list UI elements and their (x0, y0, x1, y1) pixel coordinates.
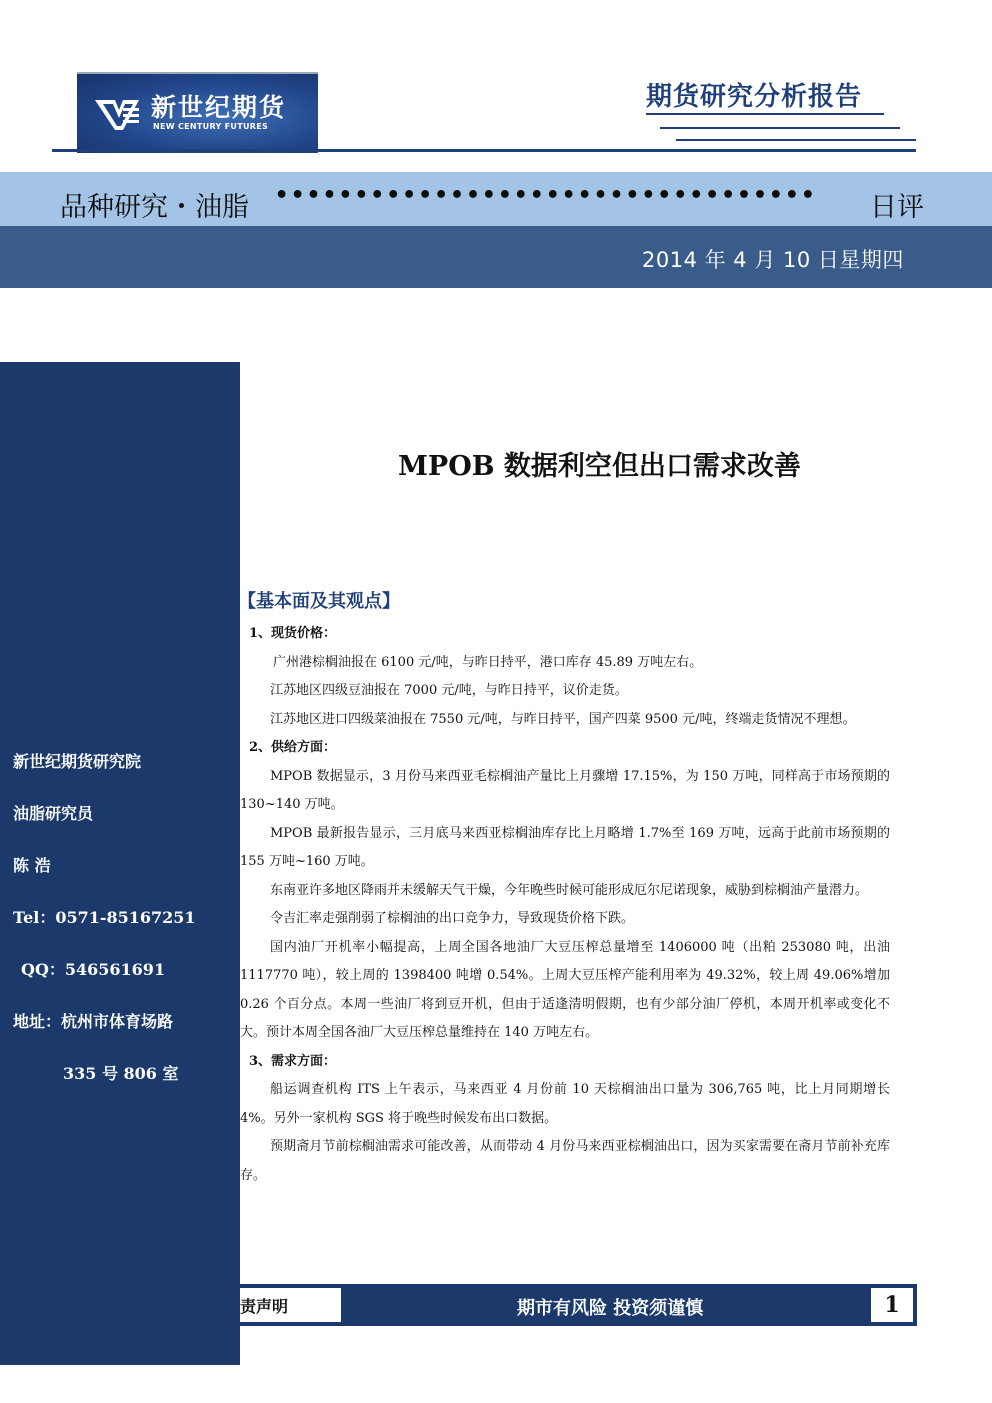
article-body (240, 620, 890, 1190)
paragraph: 预期斋月节前棕榈油需求可能改善，从而带动 4 月份马来西亚棕榈油出口，因为买家需要在斋月节前补充库存。 (240, 1139, 890, 1183)
logo-english-name: NEW CENTURY FUTURES (153, 122, 269, 131)
author-role: 油脂研究员 (13, 804, 94, 823)
logo-chinese-name: 新世纪期货 (151, 93, 287, 122)
page-footer (237, 1284, 917, 1326)
dot-leader: •••••••••••••••••••••••••••••••••• (275, 183, 818, 208)
date-banner (0, 226, 992, 288)
address-line-2: 335 号 806 室 (63, 1064, 179, 1083)
article-headline: MPOB 数据利空但出口需求改善 (398, 451, 801, 482)
paragraph: 令吉汇率走强削弱了棕榈油的出口竞争力，导致现货价格下跌。 (270, 911, 635, 926)
paragraph: 江苏地区四级豆油报在 7000 元/吨，与昨日持平，议价走货。 (270, 683, 628, 698)
author-qq: QQ：546561691 (21, 960, 166, 979)
logo-mark-icon (93, 94, 141, 134)
page-number: 1 (871, 1288, 913, 1322)
author-sidebar (0, 362, 240, 1365)
report-type-title: 期货研究分析报告 (646, 82, 863, 112)
report-kind: 日评 (870, 192, 924, 223)
spot-price-heading: 1、现货价格： (249, 626, 337, 641)
supply-heading: 2、供给方面： (249, 740, 337, 755)
disclaimer-link[interactable] (240, 1288, 341, 1322)
paragraph: 广州港棕榈油报在 6100 元/吨，与昨日持平，港口库存 45.89 万吨左右。 (273, 654, 703, 670)
paragraph: 江苏地区进口四级菜油报在 7550 元/吨，与昨日持平，国产四菜 9500 元/吨，终端走货情况不理想。 (270, 711, 856, 727)
paragraph: 船运调查机构 ITS 上午表示，马来西亚 4 月份前 10 天棕榈油出口量为 306,765 吨，比上月同期增长 4%。另外一家机构 SGS 将于晚些时候发布出口数据。 (240, 1082, 890, 1126)
paragraph: MPOB 数据显示，3 月份马来西亚毛棕榈油产量比上月骤增 17.15%，为 150 万吨，同样高于市场预期的 130~140 万吨。 (240, 768, 890, 812)
category-banner (0, 172, 992, 226)
title-underline (646, 113, 884, 115)
report-date: 2014 年 4 月 10 日星期四 (642, 248, 904, 272)
author-name: 陈 浩 (13, 856, 51, 875)
paragraph: 国内油厂开机率小幅提高，上周全国各地油厂大豆压榨总量增至 1406000 吨（出粕 253080 吨，出油 1117770 吨），较上周的 1398400 吨增 0.54%。上周大豆压榨产能利用率为 49.32%，较上周 49.06%增加 0.26 个百分点。本周一些油厂将到豆开机，但由于适逢清明假期，也有少部分油厂停机，本周开机率或变化不大。预计本周全国各油厂大豆压榨总量维持在 140 万吨左右。 (240, 939, 890, 1040)
title-underline-3 (676, 139, 916, 141)
author-tel: Tel：0571-85167251 (13, 908, 196, 927)
paragraph: MPOB 最新报告显示，三月底马来西亚棕榈油库存比上月略增 1.7%至 169 万吨，远高于此前市场预期的 155 万吨~160 万吨。 (240, 825, 890, 869)
demand-heading: 3、需求方面： (249, 1053, 337, 1069)
institute-name: 新世纪期货研究院 (13, 752, 142, 771)
disclaimer-label: 责声明 (240, 1297, 289, 1316)
research-category: 品种研究・油脂 (60, 192, 249, 223)
address-line-1: 地址：杭州市体育场路 (13, 1012, 174, 1031)
title-underline-2 (660, 127, 900, 129)
risk-slogan: 期市有风险 投资须谨慎 (517, 1298, 704, 1319)
header-divider (52, 149, 916, 152)
paragraph: 东南亚许多地区降雨并未缓解天气干燥，今年晚些时候可能形成厄尔尼诺现象，威胁到棕榈油产量潜力。 (270, 882, 869, 898)
section-title: 【基本面及其观点】 (238, 591, 400, 612)
company-logo (77, 72, 318, 153)
